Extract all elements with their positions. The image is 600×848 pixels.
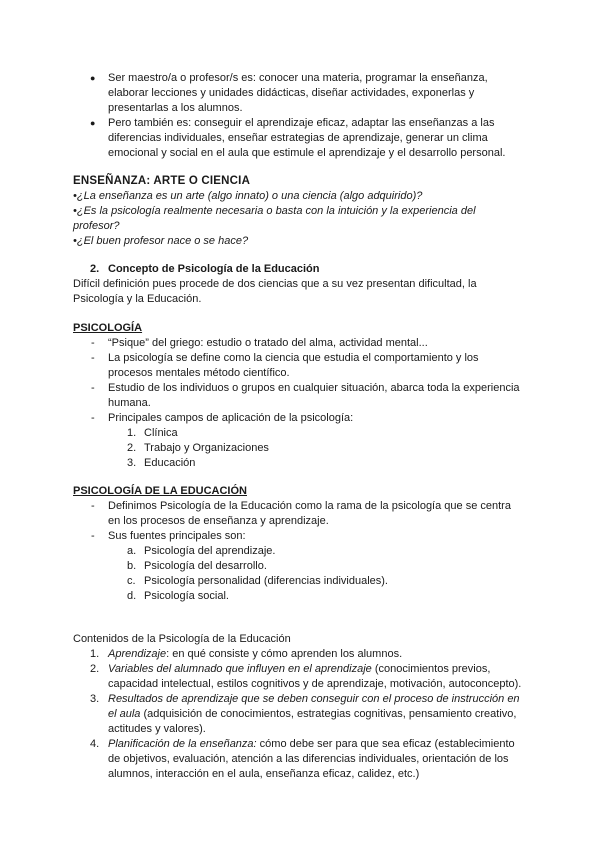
- psicologia-item-2-line-2: procesos mentales método científico.: [108, 367, 290, 379]
- psicologia-item-3-line-2: humana.: [108, 397, 151, 409]
- contenido-4-italic: Planificación de la enseñanza:: [108, 738, 257, 750]
- ensenanza-heading: ENSEÑANZA: ARTE O CIENCIA: [73, 175, 251, 187]
- intro-bullet-2-line-3: emocional y social en el aula que estimule el aprendizaje y el desarrollo personal.: [108, 147, 506, 159]
- intro-bullet-1-line-1: Ser maestro/a o profesor/s es: conocer una materia, programar la enseñanza,: [108, 72, 488, 84]
- contenido-3-line-2: [108, 707, 516, 722]
- campo-3-number: 3.: [127, 457, 137, 469]
- contenido-3-line-1: Resultados de aprendizaje que se deben conseguir con el proceso de instrucción en: [108, 693, 520, 705]
- fuente-b-text: Psicología del desarrollo.: [144, 560, 267, 572]
- fuente-a-text: Psicología del aprendizaje.: [144, 545, 276, 557]
- dash-marker: -: [91, 337, 95, 349]
- fuente-b-letter: b.: [127, 560, 137, 572]
- ensenanza-question-3: •¿El buen profesor nace o se hace?: [73, 235, 249, 247]
- contenido-1-italic: Aprendizaje: [108, 648, 167, 660]
- contenido-3-number: 3.: [90, 693, 100, 705]
- contenido-4-line-3: alumnos, interacción en el aula, enseñanza eficaz, calidez, etc.): [108, 768, 420, 780]
- campo-1-number: 1.: [127, 427, 137, 439]
- dash-marker: -: [91, 530, 95, 542]
- bullet-icon: ●: [90, 73, 96, 83]
- contenido-3-line-2-italic: el aula: [108, 708, 141, 720]
- section-2-number: 2.: [90, 263, 100, 275]
- psicologia-educacion-heading: PSICOLOGÍA DE LA EDUCACIÓN: [73, 485, 247, 497]
- contenidos-heading: Contenidos de la Psicología de la Educación: [73, 633, 291, 645]
- dash-marker: -: [91, 352, 95, 364]
- ensenanza-question-2-line-2: profesor?: [73, 220, 120, 232]
- psicologia-item-2-line-1: La psicología se define como la ciencia que estudia el comportamiento y los: [108, 352, 479, 364]
- section-2-title: Concepto de Psicología de la Educación: [108, 263, 320, 275]
- fuente-d-text: Psicología social.: [144, 590, 229, 602]
- fuente-d-letter: d.: [127, 590, 137, 602]
- dash-marker: -: [91, 382, 95, 394]
- contenido-1-rest: : en qué consiste y cómo aprenden los alumnos.: [166, 648, 403, 660]
- campo-1-text: Clínica: [144, 427, 178, 439]
- psicologia-item-1: “Psique” del griego: estudio o tratado del alma, actividad mental...: [108, 337, 428, 349]
- section-2-text-line-1: Difícil definición pues procede de dos ciencias que a su vez presentan dificultad, la: [73, 278, 477, 290]
- intro-bullet-2-line-1: Pero también es: conseguir el aprendizaje eficaz, adaptar las enseñanzas a las: [108, 117, 495, 129]
- campo-2-text: Trabajo y Organizaciones: [144, 442, 269, 454]
- contenido-4-line-2: de objetivos, evaluación, atención a las diferencias individuales, orientación de los: [108, 753, 509, 765]
- fuente-c-letter: c.: [127, 575, 136, 587]
- intro-bullet-2-line-2: diferencias individuales, enseñar estrategias de aprendizaje, generar un clima: [108, 132, 488, 144]
- ensenanza-question-1: •¿La enseñanza es un arte (algo innato) o una ciencia (algo adquirido)?: [73, 190, 423, 202]
- fuente-c-text: Psicología personalidad (diferencias individuales).: [144, 575, 388, 587]
- contenido-2-line-2: capacidad intelectual, estilos cognitivos y de aprendizaje, motivación, autoconcepto).: [108, 678, 522, 690]
- intro-bullet-1-line-2: elaborar lecciones y unidades didácticas, diseñar actividades, exponerlas y: [108, 87, 475, 99]
- intro-bullet-1-line-3: presentarlas a los alumnos.: [108, 102, 243, 114]
- contenido-1-number: 1.: [90, 648, 100, 660]
- contenido-2-italic: Variables del alumnado que influyen en el aprendizaje: [108, 663, 372, 675]
- bullet-icon: ●: [90, 118, 96, 128]
- psi-edu-item-1-line-1: Definimos Psicología de la Educación como la rama de la psicología que se centra: [108, 500, 511, 512]
- dash-marker: -: [91, 500, 95, 512]
- contenido-2-rest: (conocimientos previos,: [371, 663, 491, 675]
- contenido-4-line-1: [108, 737, 515, 752]
- psi-edu-item-2: Sus fuentes principales son:: [108, 530, 246, 542]
- campo-3-text: Educación: [144, 457, 196, 469]
- fuente-a-letter: a.: [127, 545, 137, 557]
- contenido-4-rest: cómo debe ser para que sea eficaz (establecimiento: [256, 738, 515, 750]
- ensenanza-question-2-line-1: •¿Es la psicología realmente necesaria o basta con la intuición y la experiencia del: [73, 205, 476, 217]
- campo-2-number: 2.: [127, 442, 137, 454]
- section-2-text-line-2: Psicología y la Educación.: [73, 293, 202, 305]
- contenido-1-line-1: [108, 647, 402, 662]
- psicologia-item-3-line-1: Estudio de los individuos o grupos en cualquier situación, abarca toda la experiencia: [108, 382, 520, 394]
- contenido-2-number: 2.: [90, 663, 100, 675]
- contenido-2-line-1: [108, 662, 526, 677]
- psicologia-heading: PSICOLOGÍA: [73, 322, 143, 334]
- contenido-3-line-2-rest: (adquisición de conocimientos, estrategias cognitivas, pensamiento creativo,: [140, 708, 517, 720]
- contenido-4-number: 4.: [90, 738, 100, 750]
- psicologia-item-4: Principales campos de aplicación de la psicología:: [108, 412, 354, 424]
- contenido-3-line-3: actitudes y valores).: [108, 723, 206, 735]
- psi-edu-item-1-line-2: en los procesos de enseñanza y aprendizaje.: [108, 515, 329, 527]
- dash-marker: -: [91, 412, 95, 424]
